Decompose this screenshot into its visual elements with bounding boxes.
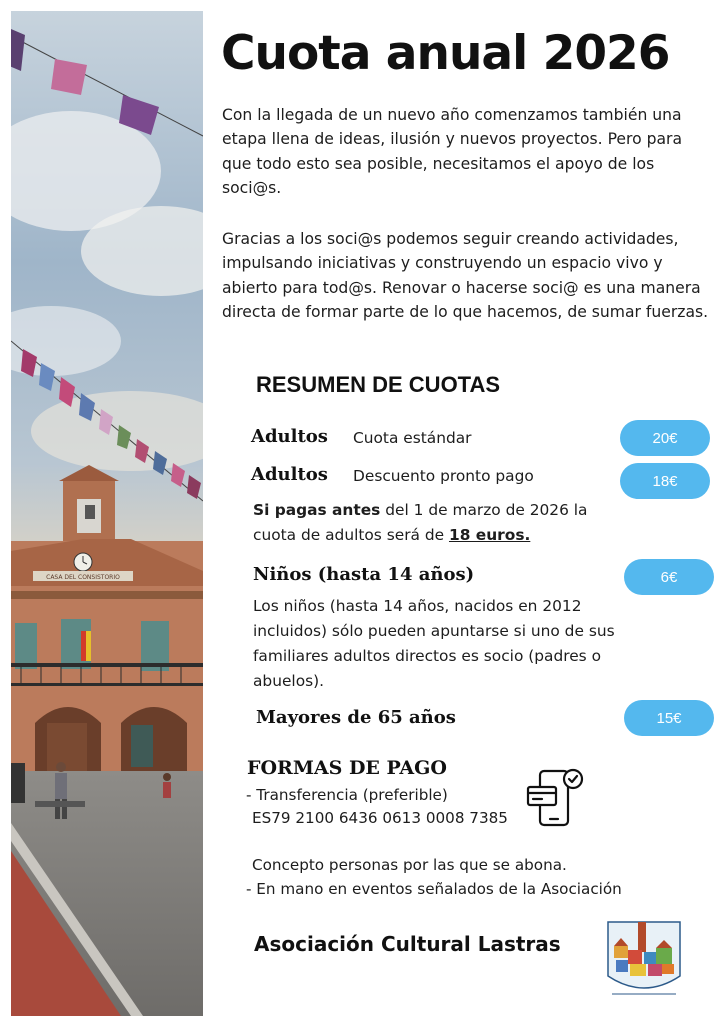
intro-paragraph-1: Con la llegada de un nuevo año comenzamos también una etapa llena de ideas, ilusión y nuevos proyectos. Pero para que todo esto sea posible, necesitamos el apoyo de los soci@s. — [222, 106, 682, 198]
intro-paragraph-2: Gracias a los soci@s podemos seguir creando actividades, impulsando iniciativas y construyendo un espacio vivo y abierto para tod@s. Renovar o hacerse soci@ es una manera directa de formar parte de lo que hacemos, de sumar fuerzas. — [222, 230, 709, 322]
town-hall-photo — [11, 11, 203, 1016]
adult-standard-title: Adultos — [251, 426, 328, 447]
adult-standard-subtitle: Cuota estándar — [353, 429, 472, 447]
adult-standard-price: 20€ — [652, 429, 678, 447]
early-note-amount: 18 euros. — [448, 526, 531, 544]
mobile-payment-icon — [524, 767, 588, 835]
payment-iban: ES79 2100 6436 0613 0008 7385 — [252, 809, 508, 827]
children-title: Niños (hasta 14 años) — [253, 564, 475, 585]
adult-standard-price-badge — [620, 420, 710, 456]
payment-transfer: - Transferencia (preferible) — [246, 786, 448, 804]
early-payment-note — [253, 498, 613, 548]
adult-early-price: 18€ — [652, 472, 678, 490]
adult-early-title: Adultos — [251, 464, 328, 485]
early-note-lead: Si pagas antes — [253, 501, 381, 519]
children-price-badge — [624, 559, 714, 595]
town-hall-sign: CASA DEL CONSISTORIO — [46, 574, 120, 581]
adult-early-price-badge — [620, 463, 710, 499]
organization-name: Asociación Cultural Lastras — [254, 932, 561, 956]
payment-in-person: - En mano en eventos señalados de la Asociación — [246, 880, 622, 898]
children-price: 6€ — [660, 568, 678, 586]
seniors-price: 15€ — [656, 709, 682, 727]
payment-heading: FORMAS DE PAGO — [247, 757, 447, 779]
children-note: Los niños (hasta 14 años, nacidos en 2012 incluidos) sólo pueden apuntarse si uno de sus familiares adultos directos es socio (padres o abuelos). — [253, 597, 615, 690]
payment-concept: Concepto personas por las que se abona. — [252, 856, 567, 874]
fees-heading: RESUMEN DE CUOTAS — [256, 372, 501, 397]
seniors-title: Mayores de 65 años — [256, 707, 456, 728]
early-note-text: del 1 de marzo de 2026 la cuota de adultos será de — [253, 501, 588, 544]
seniors-price-badge — [624, 700, 714, 736]
page-title: Cuota anual 2026 — [221, 26, 670, 81]
adult-early-subtitle: Descuento pronto pago — [353, 467, 534, 485]
association-logo — [604, 912, 684, 1002]
